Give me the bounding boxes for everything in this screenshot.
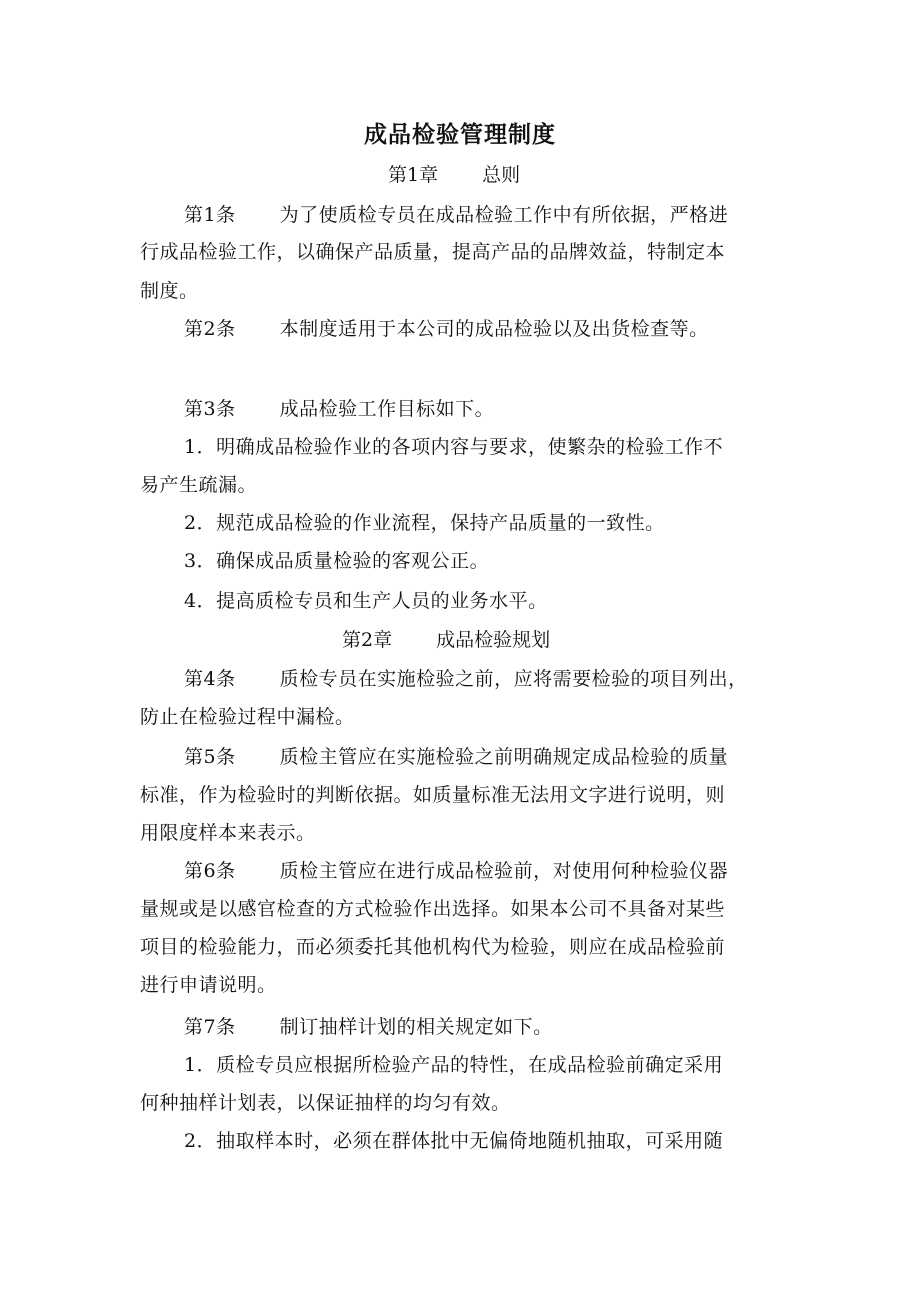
article-6-line-4: 进行申请说明。 [140, 974, 277, 996]
article-4-line-2: 防止在检验过程中漏检。 [140, 706, 355, 728]
article-3-text: 成品检验工作目标如下。 [279, 398, 495, 420]
article-5-label: 第5条 [184, 746, 236, 768]
article-1-text: 为了使质检专员在成品检验工作中有所依据，严格进 [279, 204, 729, 226]
article-1-line-3: 制度。 [140, 280, 199, 302]
chapter-1-name: 总则 [482, 164, 521, 186]
article-6-text: 质检主管应在进行成品检验前，对使用何种检验仪器 [279, 860, 729, 882]
article-7-item-1-line-2: 何种抽样计划表，以保证抽样的均匀有效。 [140, 1092, 511, 1114]
article-2-text: 本制度适用于本公司的成品检验以及出货检查等。 [279, 318, 709, 340]
article-6-first-line [184, 856, 728, 883]
chapter-1-number: 第1章 [388, 164, 439, 186]
article-6-line-2: 量规或是以感官检查的方式检验作出选择。如果本公司不具备对某些 [140, 898, 726, 920]
article-3-first-line [184, 394, 494, 421]
article-5-line-3: 用限度样本来表示。 [140, 822, 316, 844]
article-3-item-1-line-2: 易产生疏漏。 [140, 474, 258, 496]
article-6-line-3: 项目的检验能力，而必须委托其他机构代为检验，则应在成品检验前 [140, 936, 726, 958]
article-7-label: 第7条 [184, 1016, 236, 1038]
article-2-label: 第2条 [184, 318, 236, 340]
article-3-item-1-line-1: 1．明确成品检验作业的各项内容与要求，使繁杂的检验工作不 [184, 436, 724, 458]
article-7-first-line [184, 1012, 553, 1039]
article-4-label: 第4条 [184, 668, 236, 690]
article-5-first-line [184, 742, 728, 769]
chapter-2-name: 成品检验规划 [436, 629, 551, 651]
article-7-text: 制订抽样计划的相关规定如下。 [279, 1016, 553, 1038]
article-4-text: 质检专员在实施检验之前，应将需要检验的项目列出， [279, 668, 748, 690]
article-5-text: 质检主管应在实施检验之前明确规定成品检验的质量 [279, 746, 729, 768]
article-1-line-2: 行成品检验工作，以确保产品质量，提高产品的品牌效益，特制定本 [140, 241, 726, 263]
article-3-item-3: 3．确保成品质量检验的客观公正。 [184, 550, 490, 572]
article-7-item-2-line-1: 2．抽取样本时，必须在群体批中无偏倚地随机抽取，可采用随 [184, 1130, 724, 1152]
article-4-first-line [184, 664, 748, 691]
article-3-label: 第3条 [184, 398, 236, 420]
document-title: 成品检验管理制度 [364, 122, 556, 148]
article-2-first-line [184, 314, 709, 341]
article-6-label: 第6条 [184, 860, 236, 882]
chapter-2-heading [342, 625, 550, 652]
article-7-item-1-line-1: 1．质检专员应根据所检验产品的特性，在成品检验前确定采用 [184, 1054, 724, 1076]
article-1-label: 第1条 [184, 204, 236, 226]
article-3-item-2: 2．规范成品检验的作业流程，保持产品质量的一致性。 [184, 512, 665, 534]
article-5-line-2: 标准，作为检验时的判断依据。如质量标准无法用文字进行说明，则 [140, 784, 726, 806]
article-1-first-line [184, 200, 728, 227]
chapter-2-number: 第2章 [342, 629, 393, 651]
chapter-1-heading [388, 160, 520, 187]
article-3-item-4: 4．提高质检专员和生产人员的业务水平。 [184, 590, 548, 612]
